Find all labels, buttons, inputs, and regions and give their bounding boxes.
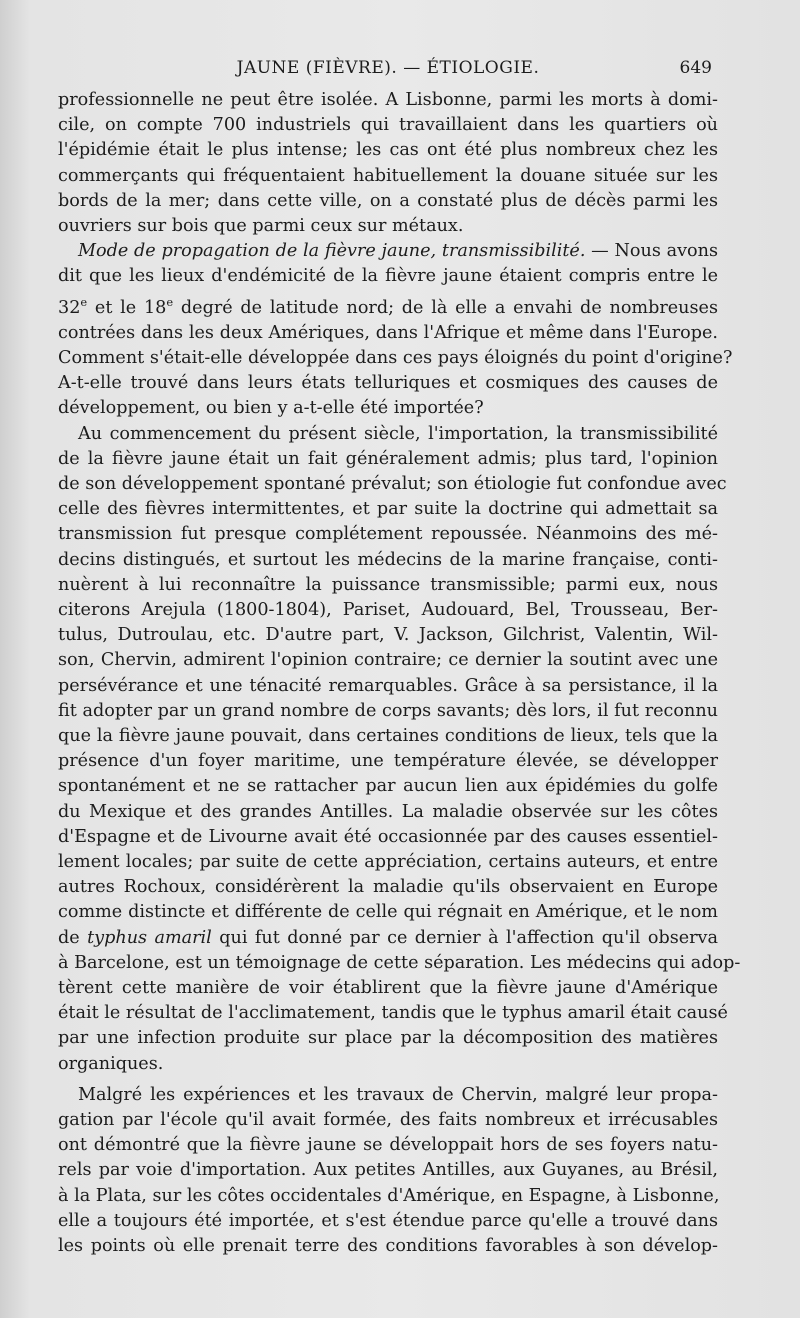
text-line: celle des fièvres intermittentes, et par suite la doctrine qui admettait sa bbox=[58, 499, 718, 520]
text-line: par une infection produite sur place par la décomposition des matières bbox=[58, 1028, 718, 1049]
text-line: lement locales; par suite de cette appréciation, certains auteurs, et entre bbox=[58, 851, 718, 872]
text-line: les points où elle prenait terre des conditions favorables à son dévelop- bbox=[58, 1236, 718, 1256]
text-line: tèrent cette manière de voir établirent que la fièvre jaune d'Amérique bbox=[58, 977, 718, 998]
text-line: A-t-elle trouvé dans leurs états telluriques et cosmiques des causes de bbox=[58, 373, 718, 394]
text-line: cile, on compte 700 industriels qui travaillaient dans les quartiers où bbox=[58, 115, 718, 136]
text-line: decins distingués, et surtout les médecins de la marine française, conti- bbox=[58, 549, 718, 570]
text-line: de la fièvre jaune était un fait généralement admis; plus tard, l'opinion bbox=[58, 448, 718, 469]
body-text bbox=[58, 88, 741, 1259]
text-line: commerçants qui fréquentaient habituellement la douane située sur les bbox=[58, 165, 718, 186]
text-line: présence d'un foyer maritime, une température élevée, se développer bbox=[58, 751, 718, 772]
text-line: ont démontré que la fièvre jaune se développait hors de ses foyers natu- bbox=[58, 1135, 718, 1156]
text-line: nuèrent à lui reconnaître la puissance transmissible; parmi eux, nous bbox=[58, 574, 718, 595]
text-line bbox=[58, 239, 718, 264]
text-line: elle a toujours été importée, et s'est étendue parce qu'elle a trouvé dans bbox=[58, 1210, 718, 1231]
text-line: était le résultat de l'acclimatement, tandis que le typhus amaril était causé bbox=[58, 1003, 728, 1024]
paragraph bbox=[58, 88, 718, 239]
paragraph bbox=[58, 239, 733, 421]
text-line: professionnelle ne peut être isolée. A Lisbonne, parmi les morts à domi- bbox=[58, 90, 718, 110]
text-line: rels par voie d'importation. Aux petites Antilles, aux Guyanes, au Brésil, bbox=[58, 1160, 718, 1181]
text-line: Comment s'était-elle développée dans ces pays éloignés du point d'origine? bbox=[58, 347, 733, 368]
text-line: citerons Arejula (1800-1804), Pariset, Audouard, Bel, Trousseau, Ber- bbox=[58, 599, 718, 620]
paragraph bbox=[58, 422, 741, 1077]
text-line: d'Espagne et de Livourne avait été occasionnée par des causes essentiel- bbox=[58, 826, 718, 847]
text-line: organiques. bbox=[58, 1053, 164, 1074]
section-heading: Mode de propagation de la fièvre jaune, transmissibilité. bbox=[78, 241, 586, 262]
text-line: ouvriers sur bois que parmi ceux sur métaux. bbox=[58, 216, 464, 237]
text-line: Malgré les expériences et les travaux de Chervin, malgré leur propa- bbox=[78, 1084, 718, 1105]
heading-continuation: — Nous avons bbox=[585, 241, 718, 262]
text-line: tulus, Dutroulau, etc. D'autre part, V. Jackson, Gilchrist, Valentin, Wil- bbox=[58, 625, 718, 646]
paragraph bbox=[58, 1083, 718, 1259]
page-number: 649 bbox=[679, 58, 712, 78]
running-header bbox=[58, 58, 718, 86]
text-line: à Barcelone, est un témoignage de cette séparation. Les médecins qui adop- bbox=[58, 952, 741, 973]
running-title: JAUNE (FIÈVRE). — ÉTIOLOGIE. bbox=[236, 58, 540, 78]
text-line: du Mexique et des grandes Antilles. La maladie observée sur les côtes bbox=[58, 801, 718, 822]
text-line: dit que les lieux d'endémicité de la fièvre jaune étaient compris entre le bbox=[58, 266, 718, 287]
text-line: fit adopter par un grand nombre de corps savants; dès lors, il fut reconnu bbox=[58, 700, 718, 721]
text-line: 32e et le 18e degré de latitude nord; de là elle a envahi de nombreuses bbox=[58, 294, 718, 318]
text-line: autres Rochoux, considérèrent la maladie qu'ils observaient en Europe bbox=[58, 877, 718, 898]
text-line: son, Chervin, admirent l'opinion contraire; ce dernier la soutint avec une bbox=[58, 650, 718, 671]
text-line: bords de la mer; dans cette ville, on a constaté plus de décès parmi les bbox=[58, 190, 718, 211]
text-line: contrées dans les deux Amériques, dans l'Afrique et même dans l'Europe. bbox=[58, 322, 718, 343]
text-line: à la Plata, sur les côtes occidentales d'Amérique, en Espagne, à Lisbonne, bbox=[58, 1185, 720, 1206]
text-line: gation par l'école qu'il avait formée, des faits nombreux et irrécusables bbox=[58, 1109, 718, 1130]
text-line: que la fièvre jaune pouvait, dans certaines conditions de lieux, tels que la bbox=[58, 725, 718, 746]
text-line: Au commencement du présent siècle, l'importation, la transmissibilité bbox=[78, 423, 718, 444]
text-line: développement, ou bien y a-t-elle été importée? bbox=[58, 398, 484, 419]
text-line: comme distincte et différente de celle qui régnait en Amérique, et le nom bbox=[58, 902, 718, 923]
text-line: de son développement spontané prévalut; son étiologie fut confondue avec bbox=[58, 473, 727, 494]
text-line: transmission fut presque complétement repoussée. Néanmoins des mé- bbox=[58, 524, 718, 545]
text-line: de typhus amaril qui fut donné par ce dernier à l'affection qu'il observa bbox=[58, 927, 718, 948]
text-line: l'épidémie était le plus intense; les cas ont été plus nombreux chez les bbox=[58, 140, 718, 161]
text-line: persévérance et une ténacité remarquables. Grâce à sa persistance, il la bbox=[58, 675, 718, 696]
text-line: spontanément et ne se rattacher par aucun lien aux épidémies du golfe bbox=[58, 776, 718, 797]
